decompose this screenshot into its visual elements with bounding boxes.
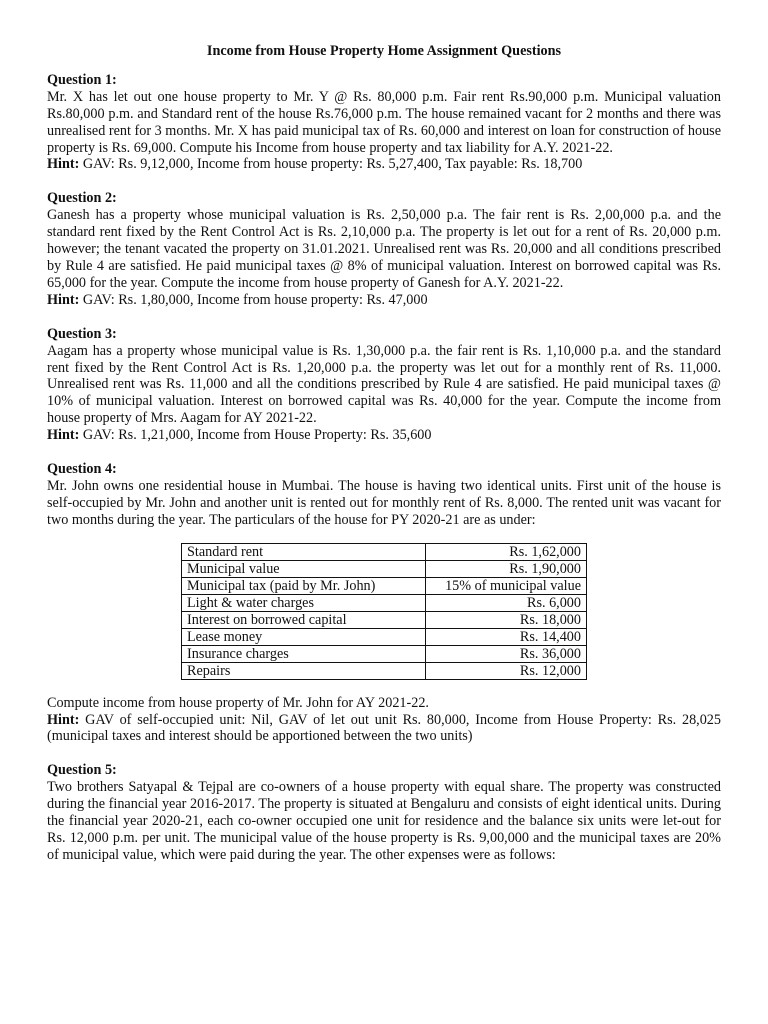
question-1 <box>47 72 721 173</box>
question-heading: Question 1: <box>47 71 117 88</box>
row-value: Rs. 1,90,000 <box>426 560 587 577</box>
house-particulars-table <box>181 543 587 680</box>
row-label: Insurance charges <box>182 645 426 662</box>
question-2 <box>47 190 721 308</box>
question-hint <box>47 292 721 309</box>
table-row <box>182 560 587 577</box>
question-text: Two brothers Satyapal & Tejpal are co-owners of a house property with equal share. The property was constructed during the financial year 2016-2017. The property is situated at Bengaluru and consists of eight identical units. During the financial year 2020-21, each co-owner occupied one unit for residence and the balance six units were let-out for Rs. 12,000 p.m. per unit. The municipal value of the house property is Rs. 9,00,000 and the municipal taxes are 20% of municipal value, which were paid during the year. The other expenses were as follows: <box>47 779 721 863</box>
question-heading: Question 3: <box>47 325 117 342</box>
row-value: Rs. 6,000 <box>426 594 587 611</box>
hint-label: Hint: <box>47 711 80 728</box>
table-row <box>182 662 587 679</box>
question-hint <box>47 156 721 173</box>
hint-label: Hint: <box>47 291 80 308</box>
table-row <box>182 594 587 611</box>
question-hint <box>47 712 721 746</box>
question-hint <box>47 427 721 444</box>
row-label: Interest on borrowed capital <box>182 611 426 628</box>
row-value: Rs. 1,62,000 <box>426 543 587 560</box>
row-value: Rs. 36,000 <box>426 645 587 662</box>
hint-text: GAV of self-occupied unit: Nil, GAV of let out unit Rs. 80,000, Income from House Property: Rs. 28,025 (municipal taxes and interest should be apportioned between the two units) <box>47 711 721 745</box>
table-row <box>182 577 587 594</box>
table-row <box>182 645 587 662</box>
row-label: Standard rent <box>182 543 426 560</box>
table-row <box>182 611 587 628</box>
row-label: Lease money <box>182 628 426 645</box>
question-text: Aagam has a property whose municipal value is Rs. 1,30,000 p.a. the fair rent is Rs. 1,10,000 p.a. and the standard rent fixed by the Rent Control Act is Rs. 1,20,000 p.a. the property was let out for a monthly rent of Rs. 11,000. Unrealised rent was Rs. 11,000 and all the conditions prescribed by Rule 4 are satisfied. He paid municipal taxes @ 10% of municipal valuation. Interest on borrowed capital was Rs. 40,000 for the year. Compute the income from house property of Mrs. Aagam for AY 2021-22. <box>47 342 721 427</box>
row-label: Municipal tax (paid by Mr. John) <box>182 577 426 594</box>
question-text: Mr. X has let out one house property to Mr. Y @ Rs. 80,000 p.m. Fair rent Rs.90,000 p.m. Municipal valuation Rs.80,000 p.m. and Standard rent of the house Rs.76,000 p.m. The house remained vacant for 2 months and there was unrealised rent for 3 months. Mr. X has paid municipal tax of Rs. 60,000 and interest on loan for construction of house property is Rs. 69,000. Compute his Income from house property and tax liability for A.Y. 2021-22. <box>47 88 721 156</box>
question-5 <box>47 762 721 863</box>
hint-label: Hint: <box>47 427 80 444</box>
row-value: Rs. 18,000 <box>426 611 587 628</box>
document-content <box>47 43 721 881</box>
hint-text: GAV: Rs. 9,12,000, Income from house property: Rs. 5,27,400, Tax payable: Rs. 18,700 <box>82 156 583 173</box>
question-text: Mr. John owns one residential house in Mumbai. The house is having two identical units. First unit of the house is self-occupied by Mr. John and another unit is rented out for monthly rent of Rs. 8,000. The rented unit was vacant for two months during the year. The particulars of the house for PY 2020-21 are as under: <box>47 477 721 528</box>
question-heading: Question 5: <box>47 762 117 779</box>
row-value: Rs. 12,000 <box>426 662 587 679</box>
hint-text: GAV: Rs. 1,21,000, Income from House Property: Rs. 35,600 <box>82 427 432 444</box>
row-value: Rs. 14,400 <box>426 628 587 645</box>
question-instruction: Compute income from house property of Mr. John for AY 2021-22. <box>47 694 429 711</box>
row-label: Municipal value <box>182 560 426 577</box>
question-3 <box>47 326 721 444</box>
question-4 <box>47 461 721 745</box>
row-label: Repairs <box>182 662 426 679</box>
table-row <box>182 628 587 645</box>
row-label: Light & water charges <box>182 594 426 611</box>
question-text: Ganesh has a property whose municipal valuation is Rs. 2,50,000 p.a. The fair rent is Rs. 2,00,000 p.a. and the standard rent fixed by the Rent Control Act is Rs. 2,10,000 p.a. The property is let out for a rent of Rs. 20,000 p.m. however; the tenant vacated the property on 31.01.2021. Unrealised rent was Rs. 20,000 and all conditions prescribed by Rule 4 are satisfied. He paid municipal taxes @ 8% of municipal valuation. Interest on borrowed capital was Rs. 65,000 for the year. Compute the income from house property of Ganesh for A.Y. 2021-22. <box>47 207 721 291</box>
hint-label: Hint: <box>47 156 80 173</box>
table-row <box>182 543 587 560</box>
row-value: 15% of municipal value <box>426 577 587 594</box>
hint-text: GAV: Rs. 1,80,000, Income from house property: Rs. 47,000 <box>82 291 428 308</box>
question-heading: Question 2: <box>47 190 117 207</box>
document-title: Income from House Property Home Assignment Questions <box>206 43 562 59</box>
question-heading: Question 4: <box>47 461 117 478</box>
